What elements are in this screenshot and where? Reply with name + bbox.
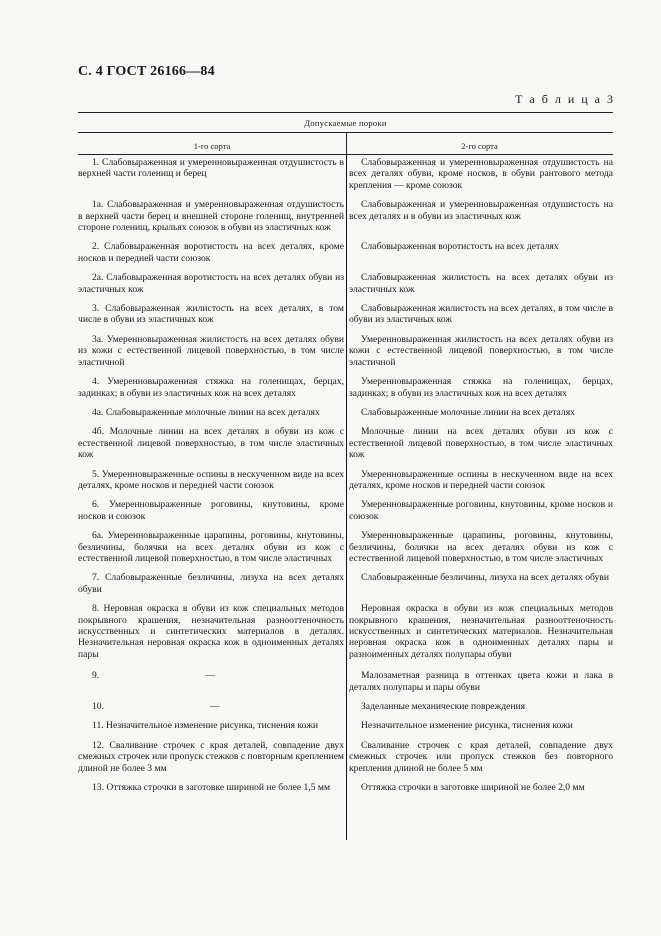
second-grade-cell: Заделанные механические повреждения	[361, 701, 526, 713]
first-grade-cell: 2а. Слабовыраженная воротистость на всех деталях обуви из эластичных кож	[78, 272, 344, 295]
second-grade-cell: Малозаметная разница в оттенках цвета кожи и лака в деталях полупары и пары обуви	[349, 670, 613, 693]
table-row	[78, 782, 613, 793]
second-grade-cell: Слабовыраженная жилистость на всех деталях обуви из эластичных кож	[349, 272, 613, 295]
column-header-first-grade: 1-го сорта	[193, 141, 231, 151]
first-grade-cell: 1а. Слабовыраженная и умеренновыраженная отдушистость в верхней части берец и внешней стороне голенищ, внутренней стороне голенищ, крыльях союзок в обуви из эластичных кож	[78, 199, 344, 234]
table-row	[78, 670, 613, 693]
first-grade-cell: 7. Слабовыраженные безличины, лизуха на всех деталях обуви	[78, 572, 344, 595]
first-grade-cell: 1. Слабовыраженная и умеренновыраженная отдушистость в верхней части голенищ и берец	[78, 157, 344, 180]
table-top-rule	[78, 112, 613, 113]
table-row	[78, 499, 613, 522]
dash-placeholder: —	[210, 701, 220, 713]
second-grade-cell: Оттяжка строчки в заготовке шириной не более 2,0 мм	[361, 782, 585, 794]
table-row	[78, 157, 613, 191]
second-grade-cell: Слабовыраженная и умеренновыраженная отдушистость на всех деталях и в обуви из эластичных кож	[349, 199, 613, 222]
second-grade-cell: Умеренновыраженные оспины в нескученном виде на всех деталях, кроме носков и передней части союзок	[349, 468, 613, 491]
table-row	[78, 740, 613, 774]
second-grade-cell: Незначительное изменение рисунка, тиснения кожи	[361, 720, 573, 732]
first-grade-cell: 13. Оттяжка строчки в заготовке шириной не более 1,5 мм	[92, 782, 331, 794]
second-grade-cell: Молочные линии на всех деталях обуви из кож с естественной лицевой поверхностью, в том числе эластичных кож	[349, 426, 613, 461]
second-grade-cell: Слабовыраженная воротистость на всех деталях	[361, 241, 559, 253]
table-row	[78, 426, 613, 460]
first-grade-cell: 6. Умеренновыраженные роговины, кнутовины, кроме носков и союзок	[78, 499, 344, 522]
first-grade-cell: 4б. Молочные линии на всех деталях в обуви из кож с естественной лицевой поверхностью, в том числе эластичных кож	[78, 426, 344, 461]
table-row	[78, 334, 613, 368]
table-row	[78, 572, 613, 595]
column-header-second-grade: 2-го сорта	[461, 141, 498, 151]
first-grade-cell: 5. Умеренновыраженные оспины в нескученном виде на всех деталях, кроме носков и передней части союзок	[78, 468, 344, 491]
first-grade-cell: 2. Слабовыраженная воротистость на всех деталях, кроме носков и передней части союзок	[78, 241, 344, 264]
table-row	[78, 530, 613, 564]
table-row	[78, 376, 613, 399]
table-row	[78, 720, 613, 731]
table-title: Допускаемые пороки	[304, 118, 387, 128]
second-grade-cell: Слабовыраженные безличины, лизуха на всех деталях обуви	[361, 572, 610, 584]
table-label: Т а б л и ц а 3	[515, 92, 615, 106]
first-grade-cell: 3а. Умеренновыраженная жилистость на всех деталях обуви из кожи с естественной лицевой поверхностью, в том числе эластичной	[78, 333, 344, 368]
header-column-divider	[346, 132, 347, 154]
first-grade-cell: 10. —	[92, 701, 220, 713]
first-grade-cell: 12. Сваливание строчек с края деталей, совпадение двух смежных строчек или пропуск стежков с повторным креплением длиной не более 3 мм	[78, 739, 344, 774]
table-row	[78, 701, 613, 712]
second-grade-cell: Умеренновыраженные царапины, роговины, кнутовины, безличины, болячки на всех деталях обуви из кож с естественной лицевой поверхностью, в том числе эластичных	[349, 530, 613, 564]
table-body	[78, 157, 613, 793]
second-grade-cell: Умеренновыраженная жилистость на всех деталях обуви из кожи с естественной лицевой поверхностью, в том числе эластичной	[349, 333, 613, 368]
second-grade-cell: Умеренновыраженные роговины, кнутовины, кроме носков и союзок	[349, 499, 613, 522]
table-row	[78, 241, 613, 264]
second-grade-cell: Умеренновыраженная стяжка на голенищах, берцах, задинках; в обуви из эластичных кож на всех деталях	[349, 376, 613, 399]
table-row	[78, 603, 613, 660]
dash-placeholder: —	[205, 670, 215, 682]
second-grade-cell: Сваливание строчек с края деталей, совпадение двух смежных строчек или пропуск стежков без повторного крепления длиной не более 5 мм	[349, 739, 613, 774]
table-row	[78, 469, 613, 492]
table-row	[78, 303, 613, 326]
table-row	[78, 272, 613, 295]
second-grade-cell: Слабовыраженная жилистость на всех деталях, в том числе в обуви из эластичных кож	[349, 303, 613, 326]
page-header: С. 4 ГОСТ 26166—84	[78, 64, 215, 79]
second-grade-cell: Слабовыраженные молочные линии на всех деталях	[361, 406, 575, 418]
first-grade-cell: 3. Слабовыраженная жилистость на всех деталях, в том числе в обуви из эластичных кож	[78, 303, 344, 326]
first-grade-cell: 8. Неровная окраска в обуви из кож специальных методов покрывного крашения, незначительная разнооттеночность искусственных и синтетических материалов в деталях. Незначительная неровная окраска кож в одноименных деталях пары	[78, 603, 344, 660]
second-grade-cell: Неровная окраска в обуви из кож специальных методов покрывного крашения, незначительная разнооттеночность искусственных и синтетических материалов. Незначительная неровная окраска кож в одноименных деталях пары и разноименных деталях полупары обуви	[349, 603, 613, 660]
first-grade-cell: 11. Незначительное изменение рисунка, тиснения кожи	[92, 720, 318, 732]
second-grade-cell: Слабовыраженная и умеренновыраженная отдушистость на всех деталях обуви, кроме носков, в обуви рантового метода крепления — кроме союзок	[349, 157, 613, 191]
table-row	[78, 199, 613, 233]
first-grade-cell: 9. —	[92, 670, 215, 682]
first-grade-cell: 4. Умеренновыраженная стяжка на голенищах, берцах, задинках; в обуви из эластичных кож на всех деталях	[78, 376, 344, 399]
first-grade-cell: 4а. Слабовыраженные молочные линии на всех деталях	[92, 406, 320, 418]
first-grade-cell: 6а. Умеренновыраженные царапины, роговины, кнутовины, безличины, болячки на всех деталях обуви из кож с естественной лицевой поверхностью, в том числе эластичных	[78, 530, 344, 564]
table-row	[78, 407, 613, 418]
